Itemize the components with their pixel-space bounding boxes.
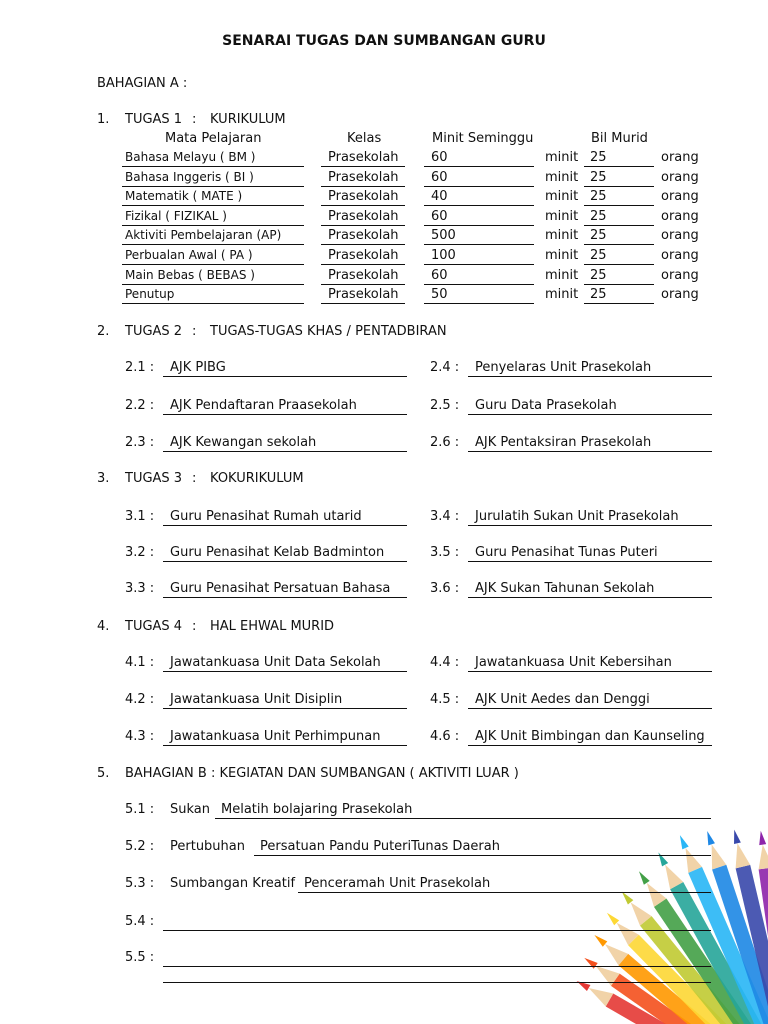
- sec1-label: TUGAS 1: [125, 112, 183, 127]
- sec3-num: 3.: [97, 471, 110, 486]
- item-code: 5.1 :: [125, 802, 155, 817]
- item-value: Jawatankuasa Unit Perhimpunan: [170, 729, 381, 744]
- sec3-label: TUGAS 3: [125, 471, 183, 486]
- item-underline: [163, 708, 407, 709]
- class-underline: [321, 205, 405, 206]
- orang-unit: orang: [661, 189, 699, 205]
- subject-underline: [122, 303, 304, 304]
- extra-underline: [163, 982, 711, 983]
- item-code: 3.3 :: [125, 581, 155, 596]
- item-underline: [163, 966, 711, 967]
- item-code: 2.6 :: [430, 435, 460, 450]
- sec4-label: TUGAS 4: [125, 619, 183, 634]
- item-underline: [468, 561, 712, 562]
- pupils-underline: [584, 205, 654, 206]
- subject-underline: [122, 166, 304, 167]
- item-code: 4.2 :: [125, 692, 155, 707]
- subject-underline: [122, 205, 304, 206]
- minutes-cell: 40: [431, 189, 448, 205]
- class-cell: Prasekolah: [328, 169, 399, 185]
- item-underline: [163, 597, 407, 598]
- item-value: AJK Pentaksiran Prasekolah: [475, 435, 652, 450]
- minutes-cell: 60: [431, 169, 448, 185]
- item-code: 5.2 :: [125, 839, 155, 854]
- orang-unit: orang: [661, 228, 699, 244]
- item-code: 4.5 :: [430, 692, 460, 707]
- item-code: 4.1 :: [125, 655, 155, 670]
- subject-underline: [122, 264, 304, 265]
- item-code: 2.4 :: [430, 360, 460, 375]
- class-underline: [321, 303, 405, 304]
- subject-underline: [122, 186, 304, 187]
- sec3-colon: :: [192, 471, 197, 486]
- item-underline: [163, 745, 407, 746]
- item-underline: [163, 414, 407, 415]
- sec2-name: TUGAS-TUGAS KHAS / PENTADBIRAN: [210, 324, 447, 339]
- orang-unit: orang: [661, 248, 699, 263]
- item-underline: [468, 451, 712, 452]
- minutes-underline: [424, 264, 534, 265]
- sec5-num: 5.: [97, 766, 110, 781]
- minit-unit: minit: [545, 169, 579, 185]
- col-header-pupils: Bil Murid: [591, 131, 648, 146]
- class-cell: Prasekolah: [328, 228, 399, 244]
- item-code: 2.5 :: [430, 398, 460, 413]
- minit-unit: minit: [545, 267, 579, 283]
- orang-unit: orang: [661, 208, 699, 224]
- sec1-name: KURIKULUM: [210, 112, 286, 127]
- item-underline: [215, 818, 711, 819]
- sec3-name: KOKURIKULUM: [210, 471, 304, 486]
- item-value: Guru Penasihat Persatuan Bahasa: [170, 581, 391, 596]
- subject-cell: Main Bebas ( BEBAS ): [125, 267, 255, 282]
- pupils-underline: [584, 244, 654, 245]
- class-underline: [321, 166, 405, 167]
- col-header-class: Kelas: [347, 131, 382, 146]
- item-code: 5.3 :: [125, 876, 155, 891]
- pupils-underline: [584, 264, 654, 265]
- minutes-cell: 60: [431, 267, 448, 283]
- item-value: Jurulatih Sukan Unit Prasekolah: [475, 509, 679, 524]
- orang-unit: orang: [661, 169, 699, 185]
- pupils-cell: 25: [590, 150, 607, 165]
- subject-cell: Fizikal ( FIZIKAL ): [125, 208, 227, 223]
- class-underline: [321, 264, 405, 265]
- item-value: Penyelaras Unit Prasekolah: [475, 360, 652, 375]
- class-cell: Prasekolah: [328, 150, 399, 165]
- minit-unit: minit: [545, 228, 579, 244]
- subject-cell: Penutup: [125, 287, 175, 302]
- subject-cell: Perbualan Awal ( PA ): [125, 248, 253, 262]
- item-underline: [468, 525, 712, 526]
- class-cell: Prasekolah: [328, 189, 399, 205]
- orang-unit: orang: [661, 267, 699, 283]
- item-code: 4.3 :: [125, 729, 155, 744]
- minutes-cell: 100: [431, 248, 456, 263]
- minutes-underline: [424, 225, 534, 226]
- minit-unit: minit: [545, 150, 579, 165]
- class-underline: [321, 244, 405, 245]
- item-underline: [468, 597, 712, 598]
- item-value: AJK Sukan Tahunan Sekolah: [475, 581, 655, 596]
- item-label: Sukan: [170, 802, 210, 817]
- item-value: AJK Unit Aedes dan Denggi: [475, 692, 650, 707]
- subject-cell: Bahasa Melayu ( BM ): [125, 150, 256, 164]
- orang-unit: orang: [661, 287, 699, 303]
- item-code: 4.6 :: [430, 729, 460, 744]
- pupils-underline: [584, 186, 654, 187]
- item-value: Guru Penasihat Kelab Badminton: [170, 545, 385, 560]
- subject-underline: [122, 225, 304, 226]
- item-underline: [254, 855, 711, 856]
- pupils-cell: 25: [590, 169, 607, 185]
- pupils-cell: 25: [590, 267, 607, 283]
- minit-unit: minit: [545, 287, 579, 303]
- item-value: Penceramah Unit Prasekolah: [304, 876, 491, 891]
- item-underline: [468, 376, 712, 377]
- subject-underline: [122, 244, 304, 245]
- item-underline: [163, 561, 407, 562]
- class-underline: [321, 186, 405, 187]
- orang-unit: orang: [661, 150, 699, 165]
- item-value: Jawatankuasa Unit Data Sekolah: [170, 655, 381, 670]
- class-cell: Prasekolah: [328, 287, 399, 303]
- section-a-heading: BAHAGIAN A :: [97, 76, 188, 91]
- item-label: Sumbangan Kreatif: [170, 876, 296, 891]
- item-underline: [163, 376, 407, 377]
- item-value: AJK Unit Bimbingan dan Kaunseling: [475, 729, 705, 744]
- item-code: 3.6 :: [430, 581, 460, 596]
- class-cell: Prasekolah: [328, 267, 399, 283]
- pupils-underline: [584, 303, 654, 304]
- pupils-underline: [584, 166, 654, 167]
- minutes-underline: [424, 166, 534, 167]
- item-code: 2.1 :: [125, 360, 155, 375]
- pupils-underline: [584, 284, 654, 285]
- minit-unit: minit: [545, 189, 579, 205]
- sec1-num: 1.: [97, 112, 110, 127]
- item-underline: [163, 930, 711, 931]
- item-value: AJK PIBG: [170, 360, 226, 375]
- item-value: Guru Data Prasekolah: [475, 398, 617, 413]
- item-value: Melatih bolajaring Prasekolah: [221, 802, 413, 817]
- class-cell: Prasekolah: [328, 248, 399, 263]
- item-code: 2.3 :: [125, 435, 155, 450]
- item-code: 3.2 :: [125, 545, 155, 560]
- sec2-num: 2.: [97, 324, 110, 339]
- sec4-colon: :: [192, 619, 197, 634]
- item-code: 2.2 :: [125, 398, 155, 413]
- sec2-colon: :: [192, 324, 197, 339]
- pupils-cell: 25: [590, 228, 607, 244]
- sec2-label: TUGAS 2: [125, 324, 183, 339]
- pupils-cell: 25: [590, 248, 607, 263]
- sec1-colon: :: [192, 112, 197, 127]
- item-code: 3.1 :: [125, 509, 155, 524]
- item-underline: [468, 414, 712, 415]
- col-header-minutes: Minit Seminggu: [432, 131, 534, 146]
- minutes-underline: [424, 205, 534, 206]
- item-underline: [298, 892, 711, 893]
- col-header-subject: Mata Pelajaran: [165, 131, 262, 146]
- item-code: 4.4 :: [430, 655, 460, 670]
- subject-cell: Matematik ( MATE ): [125, 189, 243, 204]
- class-underline: [321, 225, 405, 226]
- item-value: AJK Kewangan sekolah: [170, 435, 317, 450]
- item-value: Guru Penasihat Rumah utarid: [170, 509, 362, 524]
- pupils-cell: 25: [590, 208, 607, 224]
- minit-unit: minit: [545, 208, 579, 224]
- sec4-name: HAL EHWAL MURID: [210, 619, 335, 634]
- item-underline: [163, 671, 407, 672]
- minutes-cell: 500: [431, 228, 456, 244]
- page-title: SENARAI TUGAS DAN SUMBANGAN GURU: [222, 33, 546, 49]
- minutes-underline: [424, 244, 534, 245]
- subject-underline: [122, 284, 304, 285]
- sec4-num: 4.: [97, 619, 110, 634]
- minutes-underline: [424, 303, 534, 304]
- item-value: AJK Pendaftaran Praasekolah: [170, 398, 357, 413]
- minit-unit: minit: [545, 248, 579, 263]
- sec5-name: BAHAGIAN B : KEGIATAN DAN SUMBANGAN ( AKTIVITI LUAR ): [125, 766, 519, 781]
- minutes-cell: 50: [431, 287, 448, 303]
- item-underline: [163, 525, 407, 526]
- subject-cell: Aktiviti Pembelajaran (AP): [125, 228, 282, 243]
- pupils-cell: 25: [590, 189, 607, 205]
- item-value: Jawatankuasa Unit Kebersihan: [475, 655, 672, 670]
- pupils-cell: 25: [590, 287, 607, 303]
- minutes-cell: 60: [431, 208, 448, 224]
- item-underline: [163, 451, 407, 452]
- item-code: 3.5 :: [430, 545, 460, 560]
- class-underline: [321, 284, 405, 285]
- subject-cell: Bahasa Inggeris ( BI ): [125, 169, 254, 184]
- class-cell: Prasekolah: [328, 208, 399, 224]
- pupils-underline: [584, 225, 654, 226]
- item-code: 5.4 :: [125, 914, 155, 929]
- item-value: Jawatankuasa Unit Disiplin: [170, 692, 343, 707]
- item-code: 5.5 :: [125, 950, 155, 965]
- minutes-cell: 60: [431, 150, 448, 165]
- item-code: 3.4 :: [430, 509, 460, 524]
- item-value: Persatuan Pandu PuteriTunas Daerah: [260, 839, 500, 854]
- minutes-underline: [424, 284, 534, 285]
- item-label: Pertubuhan: [170, 839, 245, 854]
- minutes-underline: [424, 186, 534, 187]
- item-value: Guru Penasihat Tunas Puteri: [475, 545, 658, 560]
